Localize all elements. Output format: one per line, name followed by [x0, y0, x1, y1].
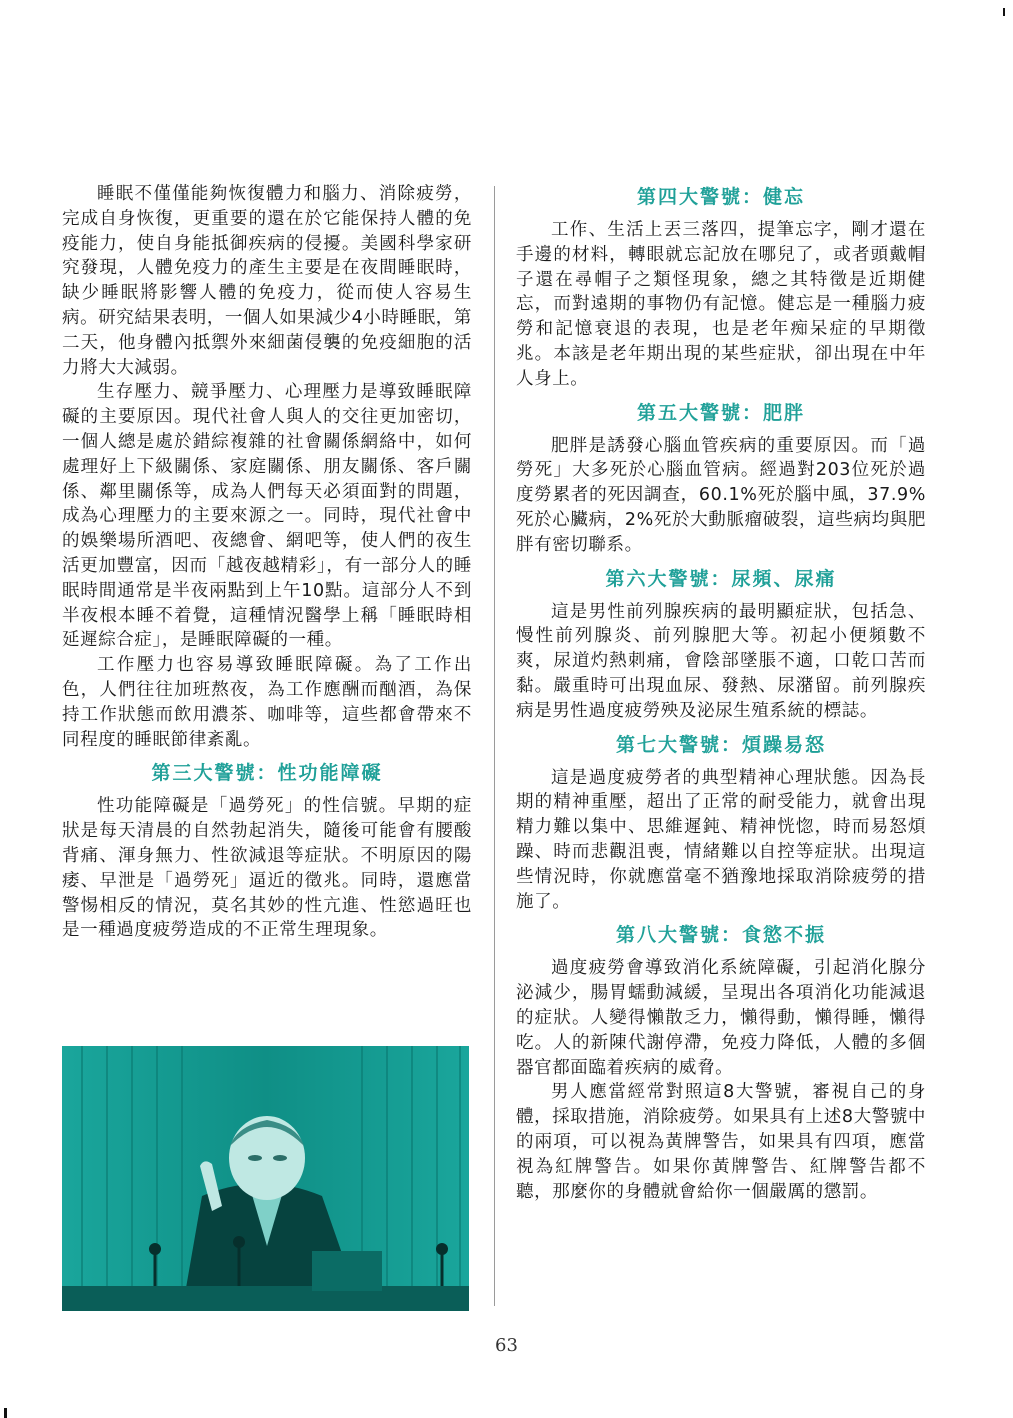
paragraph-work-pressure: 工作壓力也容易導致睡眠障礙。為了工作出色，人們往往加班熬夜，為工作應酬而酗酒，為保持工作狀態而飲用濃茶、咖啡等，這些都會帶來不同程度的睡眠節律紊亂。	[62, 655, 472, 750]
section-heading-7: 第七大警號：煩躁易怒	[615, 733, 826, 756]
column-divider	[494, 186, 495, 1306]
section-text-4: 工作、生活上丟三落四，提筆忘字，剛才還在手邊的材料，轉眼就忘記放在哪兒了，或者頭戴帽子還在尋帽子之類怪現象，總之其特徵是近期健忘，而對遠期的事物仍有記憶。健忘是一種腦力疲勞和記憶衰退的表現，也是老年痴呆症的早期徵兆。本該是老年期出現的某些症狀，卻出現在中年人身上。	[516, 220, 926, 389]
page-number: 63	[495, 1335, 518, 1356]
section-heading-4: 第四大警號：健忘	[636, 186, 805, 208]
section-heading-3: 第三大警號：性功能障礙	[151, 762, 383, 785]
section-heading-5: 第五大警號：肥胖	[636, 401, 805, 424]
paragraph-sleep-immunity: 睡眠不僅僅能夠恢復體力和腦力、消除疲勞，完成自身恢復，更重要的還在於它能保持人體的免疫能力，使自身能抵御疾病的侵擾。美國科學家研究發現，人體免疫力的產生主要是在夜間睡眠時，缺少睡眠將影響人體的免疫力，從而使人容易生病。研究結果表明，一個人如果減少4小時睡眠，第二天，他身體內抵禦外來細菌侵襲的免疫細胞的活力將大大減弱。	[62, 184, 472, 378]
paragraph-stress-causes: 生存壓力、競爭壓力、心理壓力是導致睡眠障礙的主要原因。現代社會人與人的交往更加密切，一個人總是處於錯綜複雜的社會關係網絡中，如何處理好上下級關係、家庭關係、朋友關係、客戶關係、鄰里關係等，成為人們每天必須面對的問題，成為心理壓力的主要來源之一。同時，現代社會中的娛樂場所酒吧、夜總會、網吧等，使人們的夜生活更加豐富，因而「越夜越精彩」，有一部分人的睡眠時間通常是半夜兩點到上午10點。這部分人不到半夜根本睡不着覺，這種情況醫學上稱「睡眠時相延遲綜合症」，是睡眠障礙的一種。	[62, 382, 472, 651]
section-heading-8: 第八大警號：食慾不振	[615, 924, 826, 947]
scan-edge-mark	[1003, 8, 1005, 16]
section-text-6: 這是男性前列腺疾病的最明顯症狀，包括急、慢性前列腺炎、前列腺肥大等。初起小便頻數不爽，尿道灼熱刺痛，會陰部墜脹不適，口乾口苦而黏。嚴重時可出現血尿、發熱、尿潴留。前列腺疾病是男性過度疲勞殃及泌尿生殖系統的標誌。	[516, 601, 926, 721]
section-text-5: 肥胖是誘發心腦血管疾病的重要原因。而「過勞死」大多死於心腦血管病。經過對203位死於過度勞累者的死因調查，60.1%死於腦中風，37.9%死於心臟病，2%死於大動脈瘤破裂，這些病均與肥胖有密切聯系。	[516, 435, 926, 555]
scan-edge-mark	[4, 1408, 7, 1418]
right-column	[516, 182, 926, 1204]
speaker-photo-illustration	[62, 1046, 469, 1311]
speaker-photo	[62, 1046, 469, 1311]
left-column	[62, 182, 472, 943]
closing-paragraph: 男人應當經常對照這8大警號，審視自己的身體，採取措施，消除疲勞。如果具有上述8大警號中的兩項，可以視為黃牌警告，如果具有四項，應當視為紅牌警告。如果你黃牌警告、紅牌警告都不聽，那麼你的身體就會給你一個嚴厲的懲罰。	[516, 1082, 926, 1202]
section-heading-6: 第六大警號：尿頻、尿痛	[605, 567, 837, 590]
section-text-3: 性功能障礙是「過勞死」的性信號。早期的症狀是每天清晨的自然勃起消失，隨後可能會有腰酸背痛、渾身無力、性欲減退等症狀。不明原因的陽痿、早泄是「過勞死」逼近的徵兆。同時，還應當警惕相反的情況，莫名其妙的性亢進、性慾過旺也是一種過度疲勞造成的不正常生理現象。	[62, 796, 472, 941]
section-text-7: 這是過度疲勞者的典型精神心理狀態。因為長期的精神重壓，超出了正常的耐受能力，就會出現精力難以集中、思維遲鈍、精神恍惚，時而易怒煩躁、時而悲觀沮喪，情緒難以自控等症狀。出現這些情況時，你就應當毫不猶豫地採取消除疲勞的措施了。	[516, 767, 926, 912]
section-text-8: 過度疲勞會導致消化系統障礙，引起消化腺分泌減少，腸胃蠕動減緩，呈現出各項消化功能減退的症狀。人變得懶散乏力，懶得動，懶得睡，懶得吃。人的新陳代謝停滯，免疫力降低，人體的多個器官都面臨着疾病的威脅。	[516, 958, 926, 1078]
